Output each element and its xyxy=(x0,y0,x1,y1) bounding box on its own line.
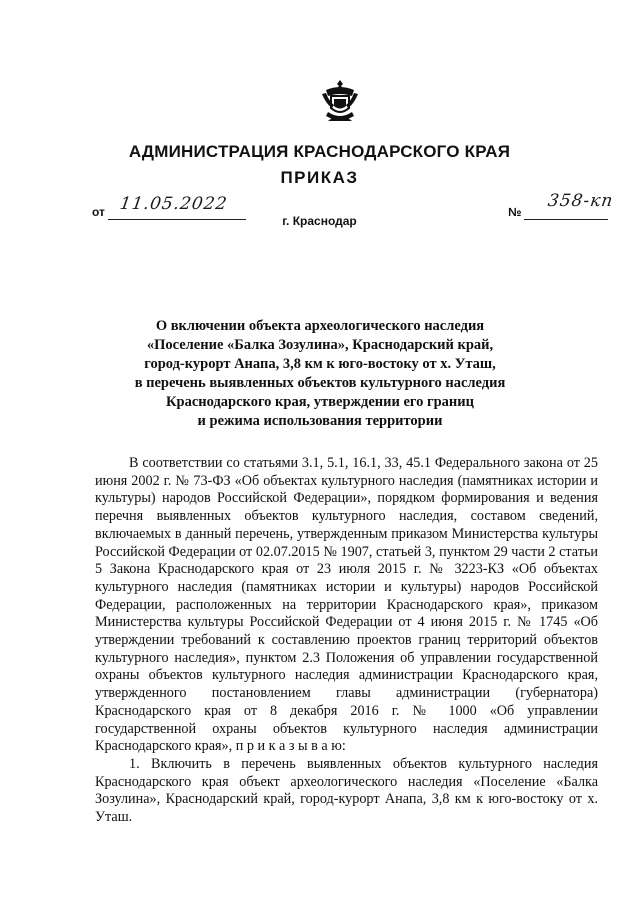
number-label: № xyxy=(508,205,522,219)
document-body xyxy=(95,455,598,827)
body-paragraph-item-1: 1. Включить в перечень выявленных объектов культурного наследия Краснодарского края объект археологического наследия «Поселение «Балка Зозулина», Краснодарский край, город-курорт Анапа, 3,8 км к юго-востоку от х. Уташ. xyxy=(95,755,598,826)
title-line: Краснодарского края, утверждении его границ xyxy=(166,394,474,410)
title-line: город-курорт Анапа, 3,8 км к юго-востоку от х. Уташ, xyxy=(144,356,496,372)
body-paragraph-preamble: В соответствии со статьями 3.1, 5.1, 16.1, 33, 45.1 Федерального закона от 25 июня 2002 г. № 73-ФЗ «Об объектах культурного наследия (памятниках истории и культуры) народов Российской Федерации», порядком формирования и ведения перечня выявленных объектов культурного наследия, составом сведений, включаемых в данный перечень, утвержденным приказом Министерства культуры Российской Федерации от 02.07.2015 № 1907, статьей 3, пунктом 29 части 2 статьи 5 Закона Краснодарского края от 23 июля 2015 г. № 3223-КЗ «Об объектах культурного наследия (памятниках истории и культуры) народов Российской Федерации, расположенных на территории Краснодарского края», приказом Министерства культуры Российской Федерации от 4 июня 2015 г. № 1745 «Об утверждении требований к составлению проектов границ территорий объектов культурного наследия», пунктом 2.3 Положения об управлении государственной охраны объектов культурного наследия администрации Краснодарского края, утвержденного постановлением главы администрации (губернатора) Краснодарского края от 8 декабря 2016 г. № 1000 «Об управлении государственной охраны объектов культурного наследия администрации Краснодарского края», п р и к а з ы в а ю: xyxy=(95,455,598,755)
krasnodar-coat-of-arms-icon xyxy=(318,78,362,122)
document-title xyxy=(120,317,520,431)
city-name: г. Краснодар xyxy=(282,214,357,228)
document-type: ПРИКАЗ xyxy=(280,168,359,187)
title-line: и режима использования территории xyxy=(197,413,443,429)
title-line: в перечень выявленных объектов культурного наследия xyxy=(134,375,506,391)
title-line: О включении объекта археологического наследия xyxy=(155,318,485,334)
date-label: от xyxy=(92,205,105,219)
number-value: 358-кп xyxy=(546,191,615,211)
date-value: 11.05.2022 xyxy=(118,194,229,214)
title-line: «Поселение «Балка Зозулина», Краснодарский край, xyxy=(146,337,494,353)
organization-name: АДМИНИСТРАЦИЯ КРАСНОДАРСКОГО КРАЯ xyxy=(128,142,511,161)
